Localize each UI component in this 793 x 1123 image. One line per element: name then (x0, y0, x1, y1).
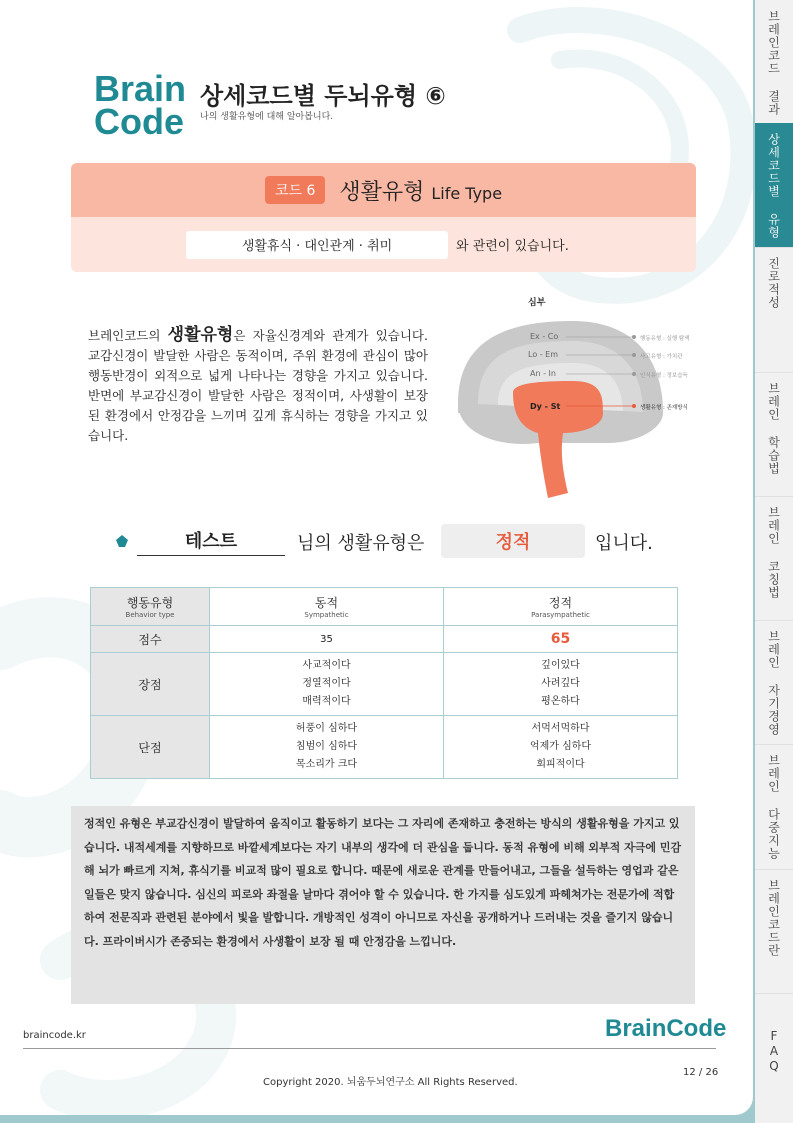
result-line (115, 520, 675, 566)
tab-career-aptitude[interactable]: 진로적성 (755, 247, 793, 373)
score-col2: 65 (444, 626, 678, 653)
result-middle-text: 님의 생활유형은 (297, 533, 425, 554)
score-col1: 35 (210, 626, 444, 653)
svg-text:An - In: An - In (530, 369, 556, 378)
code-panel (71, 163, 696, 272)
svg-text:행동유형 : 실행 탐색: 행동유형 : 실행 탐색 (640, 336, 690, 342)
code-badge: 코드 6 (265, 176, 325, 204)
site-url[interactable]: braincode.kr (23, 1030, 86, 1041)
svg-text:Dy - St: Dy - St (530, 402, 561, 411)
type-table (90, 587, 678, 779)
diagram-title: 심부 (528, 298, 546, 308)
footer-brand-logo: BrainCode (605, 1015, 727, 1042)
tab-brain-coaching[interactable]: 브레인 코칭법 (755, 496, 793, 621)
tab-brain-multiple-intelligence[interactable]: 브레인 다중지능 (755, 744, 793, 870)
svg-text:사고유형 : 가치관: 사고유형 : 가치관 (640, 354, 683, 360)
brain-diagram (448, 293, 738, 508)
copyright: Copyright 2020. 뇌움두뇌연구소 All Rights Reserved. (263, 1077, 518, 1088)
page-title: 상세코드별 두뇌유형 ⑥ (200, 82, 446, 110)
table-row: 장점 사교적이다 정열적이다 매력적이다 깊이있다 사려깊다 평온하다 (91, 653, 678, 716)
code-name: 생활유형 Life Type (339, 179, 503, 205)
tab-brain-learning[interactable]: 브레인 학습법 (755, 372, 793, 497)
tab-about-braincode[interactable]: 브레인코드란 (755, 869, 793, 994)
svg-text:Ex - Co: Ex - Co (530, 332, 559, 341)
footer-divider (23, 1048, 716, 1049)
braincode-logo: Brain Code (94, 68, 187, 142)
tab-detail-code-type[interactable]: 상세코드별 유형 (755, 123, 793, 248)
related-areas: 생활휴식 · 대인관계 · 취미 (186, 231, 448, 259)
description-text: 브레인코드의 생활유형은 자율신경계와 관계가 있습니다. 교감신경이 발달한 사람은 동적이며, 주위 환경에 관심이 많아 행동반경이 외적으로 넓게 나타나는 경향을 가지고 있습니다. 반면에 부교감신경이 발달한 사람은 정적이며, 사생활이 보장된 환경에서 안정감을 느끼며 깊게 휴식하는 경향을 가지고 있습니다. (88, 325, 428, 443)
page-number: 12 / 26 (683, 1067, 719, 1078)
table-header-col1: 동적 Sympathetic (210, 588, 444, 626)
result-end-text: 입니다. (595, 533, 653, 554)
diamond-icon (115, 534, 129, 548)
tab-faq[interactable]: FAQ (767, 1029, 781, 1074)
svg-text:생활유형 : 존재방식: 생활유형 : 존재방식 (640, 405, 688, 411)
section-tabs (755, 0, 793, 1123)
table-header-col2: 정적 Parasympathetic (444, 588, 678, 626)
related-text: 와 관련이 있습니다. (456, 239, 569, 254)
table-row: 점수 35 65 (91, 626, 678, 653)
svg-text:Lo - Em: Lo - Em (528, 350, 559, 359)
page-subtitle: 나의 생활유형에 대해 알아봅니다. (200, 112, 334, 122)
summary-text: 정적인 유형은 부교감신경이 발달하여 움직이고 활동하기 보다는 그 자리에 존재하고 충전하는 방식의 생활유형을 가지고 있습니다. 내적세계를 지향하므로 바깥세계보다는 자기 내부의 생각에 더 관심을 둡니다. 동적 유형에 비해 외부적 자극에 민감해 뇌가 빠르게 지쳐, 휴식기를 비교적 많이 필요로 합니다. 때문에 새로운 관계를 만들어내고, 그들을 설득하는 영업과 같은 일들은 맞지 않습니다. 심신의 피로와 좌절을 날마다 겪어야 할 수 있습니다. 한 가지를 심도있게 파헤쳐가는 전문가에 적합하여 전문직과 관련된 분야에서 빛을 발합니다. 개방적인 성격이 아니므로 자신을 공개하거나 드러내는 것을 즐기지 않습니다. 프라이버시가 존중되는 환경에서 사생활이 보장 될 때 안정감을 느낍니다. (71, 806, 695, 1004)
svg-text:인식유형 : 정보습득: 인식유형 : 정보습득 (640, 373, 688, 379)
user-name: 테스트 (137, 527, 285, 556)
table-header-label: 행동유형 Behavior type (91, 588, 210, 626)
result-type: 정적 (441, 524, 585, 558)
table-row: 단점 허풍이 심하다 침범이 심하다 목소리가 크다 서먹서먹하다 억제가 심하다 회피적이다 (91, 716, 678, 779)
tab-brain-self-management[interactable]: 브레인 자기경영 (755, 620, 793, 745)
tab-braincode-result[interactable]: 브레인코드 결과 (755, 0, 793, 124)
